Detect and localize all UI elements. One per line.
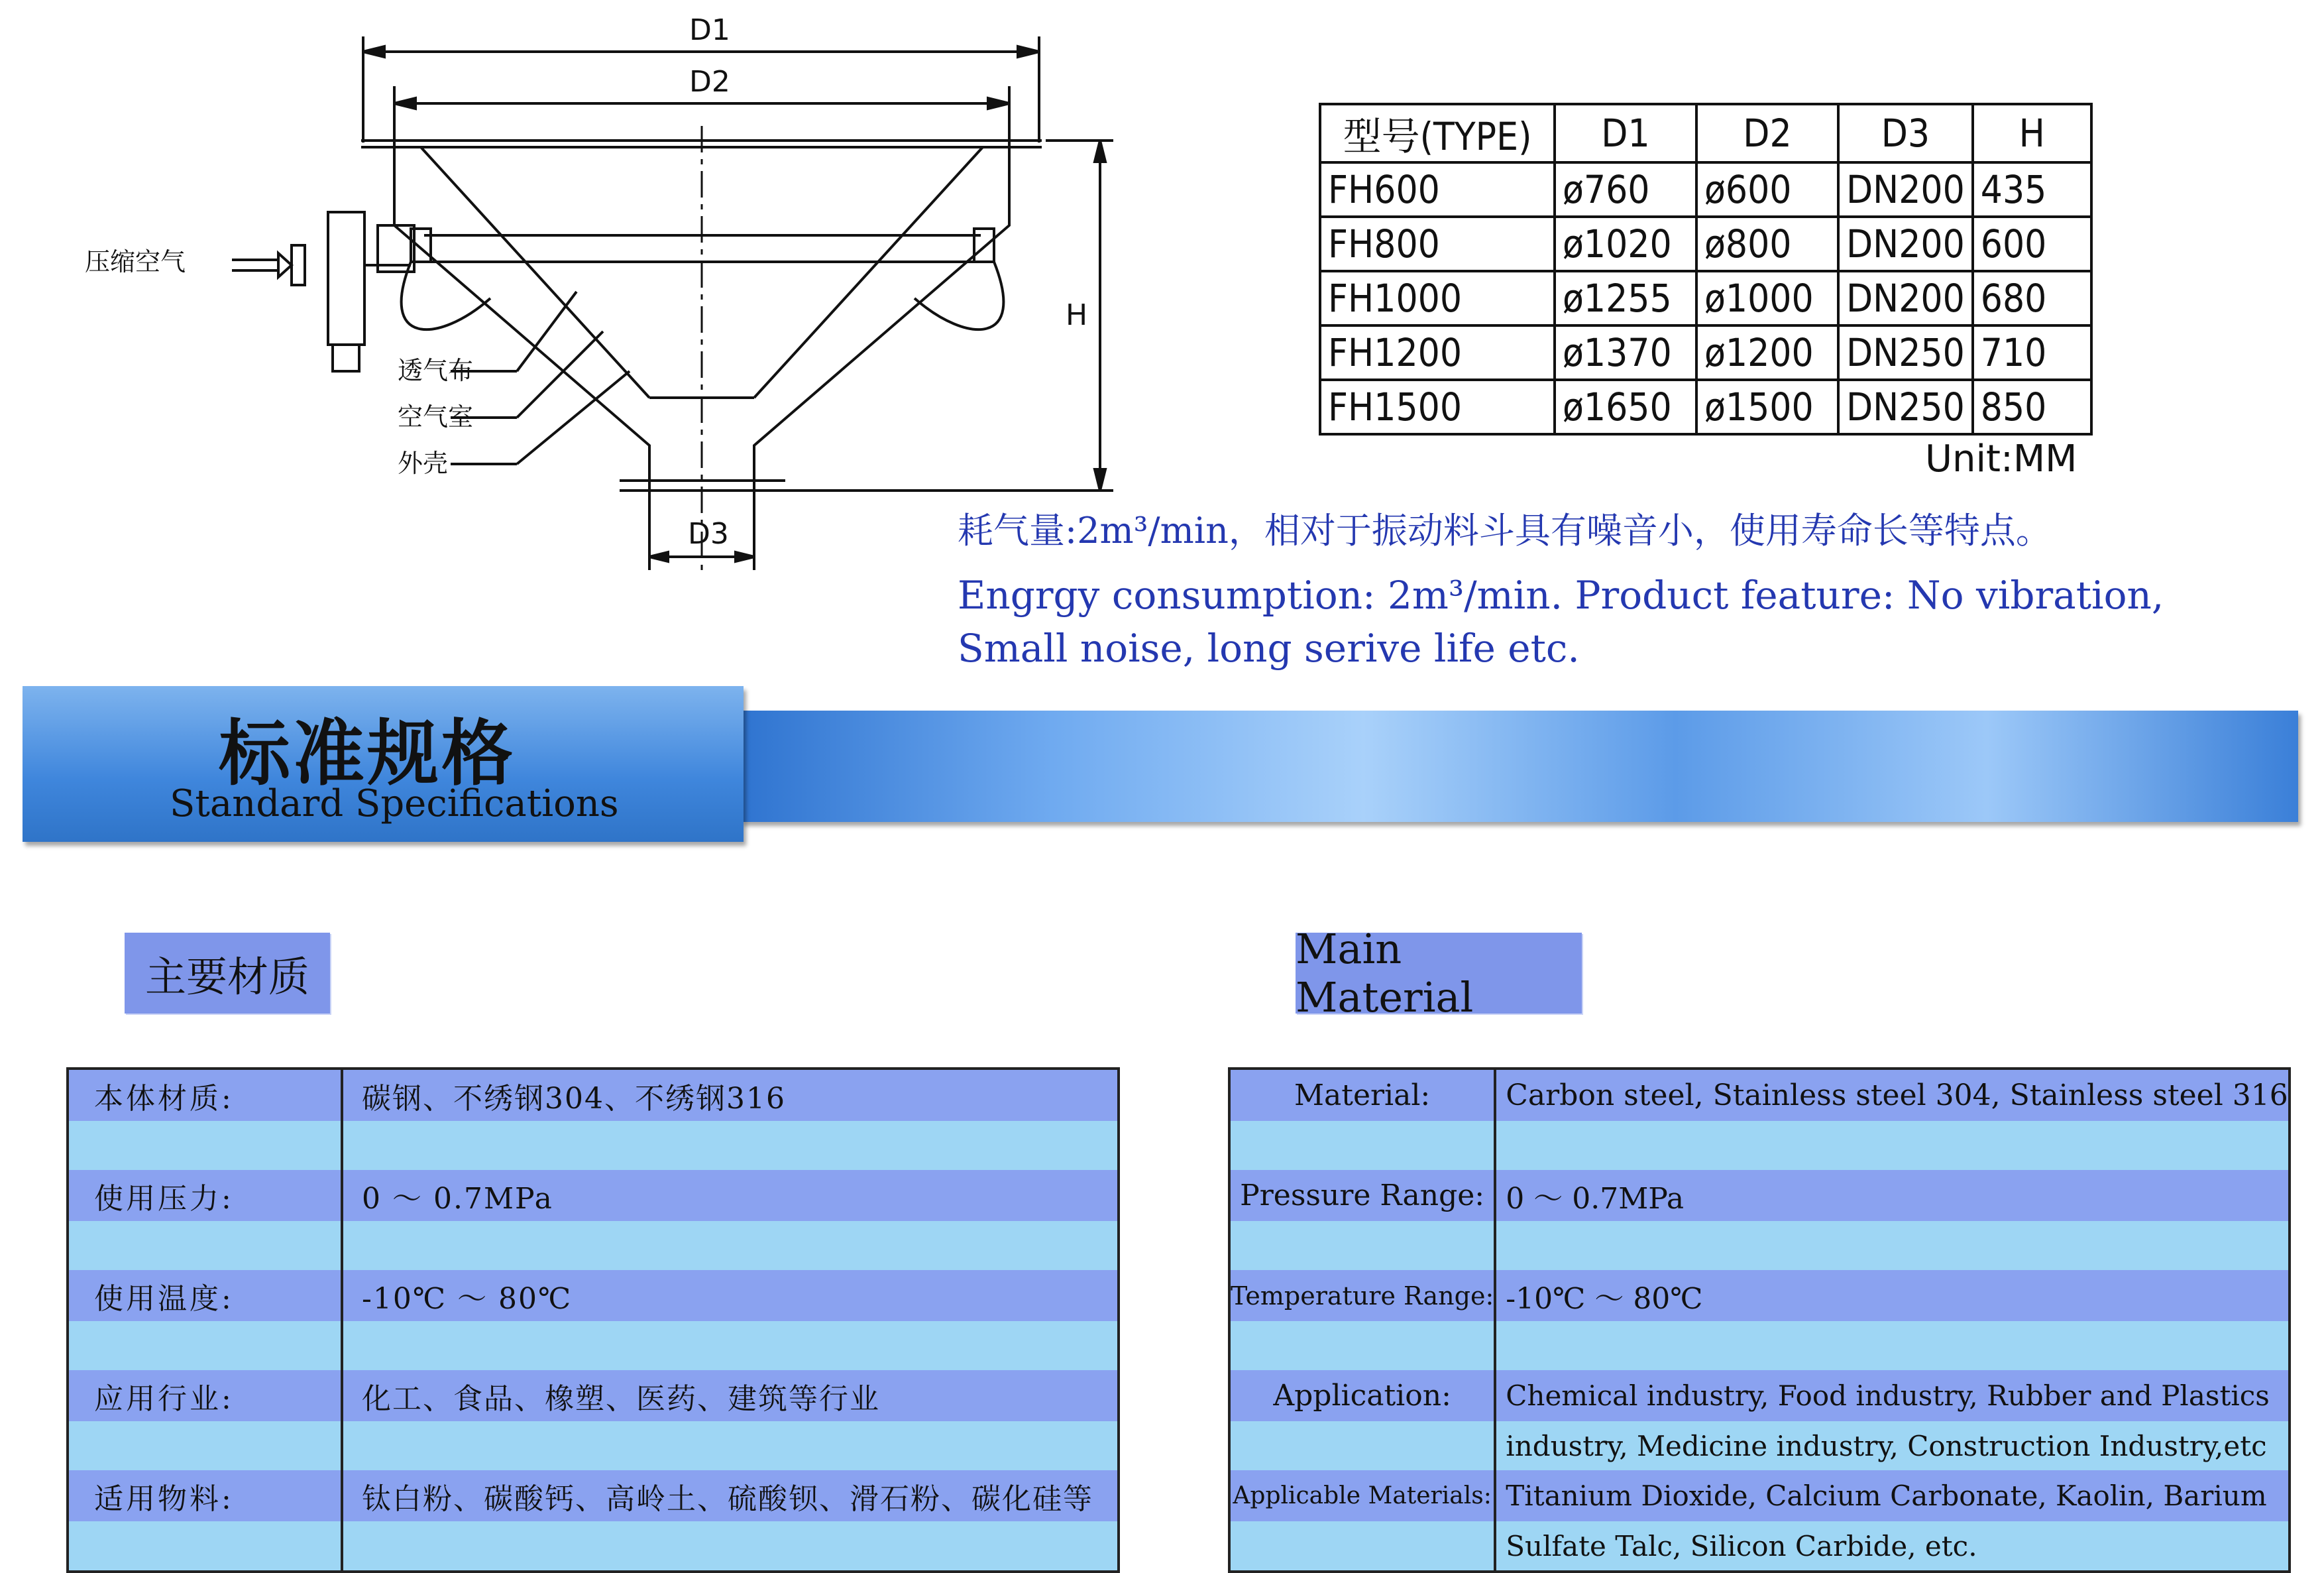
spec-cell: DN200	[1838, 271, 1973, 325]
spec-cell: ø1500	[1696, 380, 1838, 434]
row-key: Temperature Range:	[1229, 1270, 1495, 1321]
materials-title-zh: 主要材质	[125, 933, 330, 1014]
row-key: 使用温度:	[68, 1270, 342, 1321]
spec-cell: ø760	[1555, 162, 1696, 217]
row-value-cont	[342, 1221, 1119, 1270]
table-row	[1229, 1221, 2290, 1270]
row-value: 钛白粉、碳酸钙、高岭土、硫酸钡、滑石粉、碳化硅等	[342, 1470, 1119, 1521]
spec-cell: 850	[1973, 380, 2091, 434]
row-value-cont	[342, 1321, 1119, 1370]
spec-cell: ø1650	[1555, 380, 1696, 434]
spec-cell: ø1000	[1696, 271, 1838, 325]
spec-cell: FH600	[1320, 162, 1555, 217]
spec-cell: ø600	[1696, 162, 1838, 217]
dim-d3-label: D3	[688, 517, 729, 551]
spec-cell: 435	[1973, 162, 2091, 217]
banner-title-zh: 标准规格	[219, 712, 516, 795]
spec-row	[1320, 271, 2091, 325]
spec-header-row	[1320, 104, 2091, 162]
spec-header-type: 型号(TYPE)	[1320, 104, 1555, 162]
row-value: 化工、食品、橡塑、医药、建筑等行业	[342, 1370, 1119, 1421]
spec-table	[1319, 103, 2093, 436]
spec-header-d2: D2	[1696, 104, 1838, 162]
row-value-cont: Sulfate Talc, Silicon Carbide, etc.	[1495, 1521, 2289, 1572]
row-value-cont	[342, 1121, 1119, 1170]
row-value: Titanium Dioxide, Calcium Carbonate, Kaolin, Barium	[1495, 1470, 2289, 1521]
spec-row	[1320, 325, 2091, 380]
spec-cell: ø800	[1696, 217, 1838, 271]
table-row	[1229, 1421, 2290, 1470]
spec-row	[1320, 380, 2091, 434]
shell-label: 外壳	[398, 449, 449, 478]
spec-cell: DN200	[1838, 217, 1973, 271]
table-row	[1229, 1069, 2290, 1121]
table-row	[1229, 1370, 2290, 1421]
banner-title-en: Standard Specifications	[170, 782, 619, 825]
spec-cell: FH1000	[1320, 271, 1555, 325]
compressed-air-label: 压缩空气	[85, 247, 186, 276]
materials-table-en	[1228, 1067, 2291, 1573]
row-value-cont	[342, 1521, 1119, 1572]
table-row	[68, 1470, 1119, 1521]
feature-note-en: Engrgy consumption: 2m³/min. Product feature: No vibration, Small noise, long serive life etc.	[958, 573, 2164, 671]
row-value-cont	[1495, 1121, 2289, 1170]
row-value-cont: industry, Medicine industry, Construction Industry,etc	[1495, 1421, 2289, 1470]
spec-row	[1320, 217, 2091, 271]
table-row	[68, 1121, 1119, 1170]
table-row	[68, 1270, 1119, 1321]
row-value-cont	[1495, 1321, 2289, 1370]
table-row	[1229, 1270, 2290, 1321]
spec-cell: ø1020	[1555, 217, 1696, 271]
materials-title-en: Main Material	[1296, 933, 1582, 1014]
row-value: 0 ～ 0.7MPa	[1495, 1170, 2289, 1221]
air-chamber-label: 空气室	[398, 402, 474, 432]
spec-cell: ø1200	[1696, 325, 1838, 380]
table-row	[1229, 1321, 2290, 1370]
row-key: Pressure Range:	[1229, 1170, 1495, 1221]
row-key: 应用行业:	[68, 1370, 342, 1421]
row-value: -10℃ ～ 80℃	[342, 1270, 1119, 1321]
dim-d1-label: D1	[689, 13, 730, 47]
spec-cell: FH1200	[1320, 325, 1555, 380]
spec-cell: DN250	[1838, 325, 1973, 380]
table-row	[68, 1370, 1119, 1421]
row-value-cont	[342, 1421, 1119, 1470]
dim-h-label: H	[1066, 298, 1088, 332]
materials-table-zh	[66, 1067, 1120, 1573]
row-value: 碳钢、不绣钢304、不绣钢316	[342, 1069, 1119, 1121]
row-value: Carbon steel, Stainless steel 304, Stainless steel 316	[1495, 1069, 2289, 1121]
row-value-cont	[1495, 1221, 2289, 1270]
spec-cell: DN200	[1838, 162, 1973, 217]
row-key: 适用物料:	[68, 1470, 342, 1521]
spec-header-h: H	[1973, 104, 2091, 162]
spec-header-d3: D3	[1838, 104, 1973, 162]
spec-cell: FH800	[1320, 217, 1555, 271]
table-row	[68, 1170, 1119, 1221]
row-value: 0 ～ 0.7MPa	[342, 1170, 1119, 1221]
table-row	[68, 1521, 1119, 1572]
table-row	[68, 1069, 1119, 1121]
table-row	[1229, 1521, 2290, 1572]
table-row	[68, 1321, 1119, 1370]
spec-cell: ø1255	[1555, 271, 1696, 325]
row-key: 使用压力:	[68, 1170, 342, 1221]
spec-header-d1: D1	[1555, 104, 1696, 162]
table-row	[1229, 1121, 2290, 1170]
table-row	[68, 1421, 1119, 1470]
breathable-cloth-label: 透气布	[398, 356, 474, 385]
spec-cell: 600	[1973, 217, 2091, 271]
unit-label: Unit:MM	[1925, 437, 2077, 481]
table-row	[1229, 1470, 2290, 1521]
dim-d2-label: D2	[689, 65, 730, 99]
spec-cell: ø1370	[1555, 325, 1696, 380]
banner-bar	[741, 711, 2298, 822]
table-row	[1229, 1170, 2290, 1221]
spec-cell: FH1500	[1320, 380, 1555, 434]
spec-cell: 710	[1973, 325, 2091, 380]
spec-row	[1320, 162, 2091, 217]
row-key: Material:	[1229, 1069, 1495, 1121]
hopper-drawing	[66, 0, 1088, 583]
row-value: Chemical industry, Food industry, Rubber and Plastics	[1495, 1370, 2289, 1421]
row-key: 本体材质:	[68, 1069, 342, 1121]
table-row	[68, 1221, 1119, 1270]
row-key: Application:	[1229, 1370, 1495, 1421]
row-value: -10℃ ～ 80℃	[1495, 1270, 2289, 1321]
feature-note-zh: 耗气量:2m³/min，相对于振动料斗具有噪音小，使用寿命长等特点。	[958, 510, 2052, 552]
row-key: Applicable Materials:	[1229, 1470, 1495, 1521]
spec-cell: 680	[1973, 271, 2091, 325]
spec-cell: DN250	[1838, 380, 1973, 434]
hopper-schematic	[66, 0, 1088, 583]
